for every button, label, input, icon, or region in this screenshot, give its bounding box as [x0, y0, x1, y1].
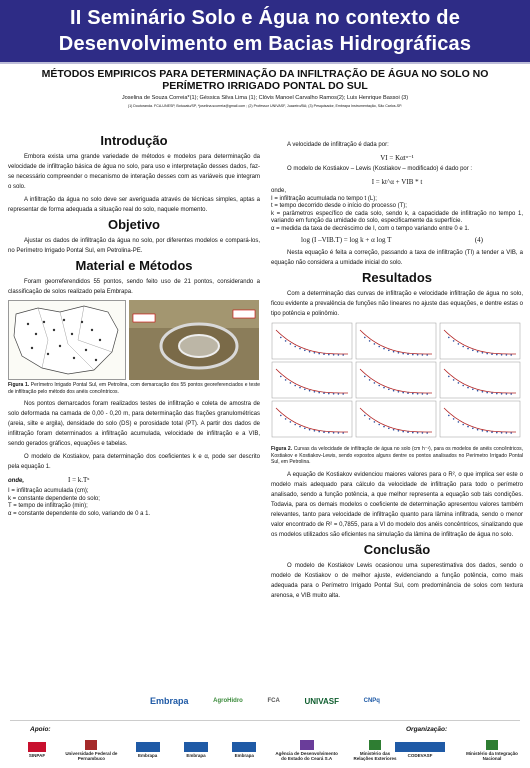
- fca-logo: FCA: [267, 698, 280, 704]
- univasf-logo: UNIVASF: [304, 696, 339, 706]
- observed-point: [501, 432, 503, 434]
- observed-point: [506, 432, 508, 434]
- observed-point: [472, 389, 474, 391]
- observed-point: [453, 340, 455, 342]
- observed-point: [402, 431, 404, 433]
- observed-point: [477, 351, 479, 353]
- observed-point: [383, 387, 385, 389]
- observed-point: [417, 393, 419, 395]
- observed-point: [393, 351, 395, 353]
- observed-point: [364, 415, 366, 417]
- observed-point: [458, 343, 460, 345]
- observed-point: [462, 424, 464, 426]
- observed-point: [364, 376, 366, 378]
- apoio-label: Apoio:: [30, 726, 51, 733]
- observed-point: [426, 354, 428, 356]
- observed-point: [342, 432, 344, 434]
- curve-panel: [440, 323, 520, 359]
- intro-paragraph-2: A infiltração da água no solo deve ser averiguada através de técnicas simples, aptas a representar de forma adequada a situação real do solo, naquele momento.: [8, 197, 260, 213]
- observed-point: [482, 352, 484, 354]
- observed-point: [506, 393, 508, 395]
- observed-point: [486, 392, 488, 394]
- figure-1-label: Figura 1.: [8, 382, 30, 388]
- heading-material-metodos: Material e Métodos: [75, 258, 193, 273]
- sponsor-name: Universidade Federal de Pernambuco: [65, 750, 118, 761]
- event-title-line1: II Seminário Solo e Água no contexto de: [69, 7, 461, 29]
- observed-point: [290, 421, 292, 423]
- observed-point: [422, 432, 424, 434]
- observed-point: [402, 392, 404, 394]
- observed-point: [501, 354, 503, 356]
- resultados-paragraph-1: Com a determinação das curvas de infiltração e velocidade infiltração de água no solo, ficou evidente a prevalência de funções não lineares no ajuste das equações, e dentre estas o tipo potência e polinômio.: [271, 291, 523, 317]
- sponsor-logo: [225, 742, 263, 758]
- curve-panel: [440, 362, 520, 398]
- observed-point: [294, 385, 296, 387]
- observed-point: [426, 432, 428, 434]
- sponsor-logo: [177, 742, 215, 758]
- observed-point: [323, 392, 325, 394]
- cnpq-logo: CNPq: [363, 698, 380, 704]
- curve-panel: [440, 401, 520, 437]
- heading-resultados: Resultados: [361, 270, 433, 285]
- observed-point: [448, 337, 450, 339]
- heading-introducao: Introdução: [100, 133, 168, 148]
- observed-point: [280, 415, 282, 417]
- observed-point: [501, 393, 503, 395]
- observed-point: [458, 421, 460, 423]
- observed-point: [417, 354, 419, 356]
- observed-point: [378, 346, 380, 348]
- definition-I: I = infiltração acumulada (cm);: [8, 488, 89, 494]
- curve-panel: [356, 323, 436, 359]
- event-title-line2: Desenvolvimento em Bacias Hidrográficas: [58, 33, 472, 55]
- observed-point: [314, 391, 316, 393]
- figure-1-caption-text: Perímetro Irrigado Pontal Sul, em Petrolina, com demarcação dos 55 pontos georeferenciados e teste de infiltração pelo método dos anéis concêntricos.: [8, 382, 260, 395]
- observed-point: [393, 390, 395, 392]
- observed-point: [342, 354, 344, 356]
- observed-point: [462, 385, 464, 387]
- observed-point: [383, 426, 385, 428]
- observed-point: [280, 337, 282, 339]
- right-column: [271, 140, 523, 604]
- observed-point: [309, 429, 311, 431]
- definitions-block: [271, 188, 523, 233]
- observed-point: [338, 432, 340, 434]
- observed-point: [510, 393, 512, 395]
- observed-point: [422, 354, 424, 356]
- observed-point: [323, 353, 325, 355]
- observed-point: [378, 424, 380, 426]
- curve-panel: [356, 362, 436, 398]
- observed-point: [407, 392, 409, 394]
- observed-point: [328, 432, 330, 434]
- observed-point: [398, 430, 400, 432]
- divider: [10, 720, 520, 721]
- definition-alpha: α = constante dependente do solo, variando de 0 a 1.: [8, 510, 151, 517]
- observed-point: [477, 429, 479, 431]
- observed-point: [328, 393, 330, 395]
- observed-point: [364, 337, 366, 339]
- objetivo-paragraph: Ajustar os dados de infiltração da água no solo, por diferentes modelos e compará-los, no Perímetro Irrigado Pontal Sul, em Petrolina-PE.: [8, 238, 260, 254]
- observed-point: [467, 348, 469, 350]
- observed-point: [338, 354, 340, 356]
- figure-2-charts: [271, 322, 523, 440]
- definition-I: I = infiltração acumulada no tempo t (L);: [271, 195, 377, 202]
- observed-point: [318, 353, 320, 355]
- observed-point: [506, 354, 508, 356]
- heading-conclusao: Conclusão: [363, 541, 431, 557]
- observed-point: [510, 354, 512, 356]
- observed-point: [304, 389, 306, 391]
- observed-point: [388, 389, 390, 391]
- perimeter-map-image: [8, 300, 126, 380]
- observed-point: [338, 393, 340, 395]
- material-paragraph-2: Nos pontos demarcados foram realizados testes de infiltração e coleta de amostra de solo deformada na camada de 0,00 - 0,20 m, para determinação das frações granulométricas (areia, silte e argila), densidade do solo (DS) e porosidade total (PT). A partir dos dados de infiltração foram determinados a infiltração acumulada, velocidade de infiltração e a VIB, sendo gerados gráficos, equações e tabelas.: [8, 401, 260, 447]
- observed-point: [422, 393, 424, 395]
- definition-k: k = constante dependente do solo;: [8, 495, 100, 502]
- affiliations: (1) Doutoranda. FCA-UNESP, Botucatu/SP, *joselina.scorreia@gmail.com ; (2) Professor UNIVASF, Juazeiro/BA; (3) Pesquisador, Embrapa Instrumentação, São Carlos-SP.: [127, 103, 403, 108]
- sponsor-name: SINPAF: [28, 753, 46, 758]
- definition-k: k = parâmetros específico de cada solo, sendo k, a capacidade de infiltração no tempo 1, variando em função da umidade do solo, especificamente da superfície.: [271, 210, 523, 224]
- observed-point: [369, 340, 371, 342]
- conclusao-paragraph: O modelo de Kostiakov Lewis ocasionou uma superestimativa dos dados, sendo o modelo de Kostiakov o de melhor ajuste, evidenciando a função potência, como mais adequada para o Perímetro Irrigado Pontal Sul, com predominância de solos com textura arenosa, e VIB muito alta.: [271, 562, 523, 599]
- equation-log: log (I –VIB.T) = log k + α log T: [301, 236, 392, 244]
- equation-1: I = k.Tᵅ: [68, 476, 90, 484]
- figure-2-label: Figura 2.: [271, 446, 293, 452]
- observed-point: [378, 385, 380, 387]
- kostiakov-lewis-intro: O modelo de Kostiakov – Lewis (Kostiakov – modificado) é dado por :: [287, 166, 473, 172]
- observed-point: [374, 343, 376, 345]
- observed-point: [285, 340, 287, 342]
- observed-point: [333, 432, 335, 434]
- observed-point: [496, 354, 498, 356]
- observed-point: [374, 421, 376, 423]
- observed-point: [482, 430, 484, 432]
- partner-logos: [150, 690, 380, 712]
- observed-point: [290, 382, 292, 384]
- observed-point: [333, 354, 335, 356]
- sponsor-name: Embrapa: [186, 753, 206, 758]
- organizer-name: Ministério da Integração Nacional: [466, 750, 518, 761]
- observed-point: [369, 379, 371, 381]
- curve-panel: [356, 401, 436, 437]
- figure-2-caption: [271, 446, 523, 466]
- definition-onde: onde,: [271, 188, 287, 194]
- observed-point: [398, 391, 400, 393]
- resultados-paragraph-2: A equação de Kostiakov evidenciou maiores valores para o R², o que implica ser este o modelo mais adequado para cálculo da velocidade de infiltração para todo o perímetro analisado, sendo a função potência, a que melhor representa a equação sob tais condições. Todavia, para os demais modelos o coeficiente de determinação apresentou valores também relevantes, tanto para velocidade de infiltração quanto para lâmina infiltrada, sendo o menor valor encontrado de R² = 0,7855, para a VI do modelo dos anéis concêntricos, sinalizando que os modelos utilizados são eficientes na simulação da lâmina de infiltração de água no solo.: [271, 471, 523, 538]
- material-paragraph-1: Foram georreferendidos 55 pontos, sendo feito uso de 21 pontos, considerando a classificação de solos realizado pela Embrapa.: [8, 279, 260, 295]
- header-banner: [0, 0, 530, 64]
- material-paragraph-3: O modelo de Kostiakov, para determinação dos coeficientes k e α, pode ser descrito pela equação 1.: [8, 454, 260, 470]
- observed-point: [285, 379, 287, 381]
- observed-point: [309, 351, 311, 353]
- curve-panel: [272, 362, 352, 398]
- observed-point: [453, 379, 455, 381]
- sponsor-name: Embrapa: [138, 753, 158, 758]
- sponsor-logos: [20, 738, 400, 762]
- equation-4-row: [301, 235, 523, 246]
- observed-point: [412, 393, 414, 395]
- observed-point: [304, 350, 306, 352]
- organizer-logos: [392, 738, 522, 762]
- observed-point: [491, 392, 493, 394]
- curve-panel: [272, 401, 352, 437]
- observed-point: [426, 393, 428, 395]
- observed-point: [393, 429, 395, 431]
- sponsor-logo: [20, 742, 54, 758]
- observed-point: [299, 426, 301, 428]
- observed-point: [407, 353, 409, 355]
- observed-point: [472, 428, 474, 430]
- observed-point: [491, 353, 493, 355]
- observed-point: [388, 350, 390, 352]
- organizer-logo: [392, 742, 448, 758]
- onde-label: onde,: [8, 477, 24, 484]
- definition-alpha: α = medida da taxa de decréscimo de I, com o tempo variando entre 0 e 1.: [271, 225, 470, 232]
- agrohidro-logo: AgroHidro: [213, 698, 243, 704]
- infiltrometer-photo: [129, 300, 259, 380]
- observed-point: [318, 431, 320, 433]
- observed-point: [314, 352, 316, 354]
- equation-vi: VI = Kαtᵅ⁻¹: [380, 154, 414, 162]
- observed-point: [299, 348, 301, 350]
- observed-point: [374, 382, 376, 384]
- observed-point: [398, 352, 400, 354]
- figure-2-caption-text: Curvas da velocidade de infiltração de água no solo (cm h⁻¹), para os modelos de anéis concêntricos, Kostiakov e Kostiakov-Lewis, sendo expostos alguns dentre os pontos analisados no Perímetro Irrigado Pontal Sul, em Petrolina.: [271, 446, 523, 465]
- observed-point: [290, 343, 292, 345]
- equation-kostiakov-lewis: I = kt^α + VIB * t: [371, 178, 423, 186]
- observed-point: [328, 354, 330, 356]
- observed-point: [388, 428, 390, 430]
- equation-1-row: [8, 475, 260, 486]
- observed-point: [294, 346, 296, 348]
- observed-point: [412, 432, 414, 434]
- organizer-logo: [462, 740, 522, 761]
- sponsor-name: Embrapa: [234, 753, 254, 758]
- observed-point: [510, 432, 512, 434]
- observed-point: [482, 391, 484, 393]
- observed-point: [417, 432, 419, 434]
- figure-1-caption: [8, 382, 260, 395]
- observed-point: [407, 431, 409, 433]
- observed-point: [318, 392, 320, 394]
- curve-panel: [272, 323, 352, 359]
- sponsor-name: Ministério das Relações Exteriores: [353, 750, 397, 761]
- definition-t: t = tempo decorrido desde o início do processo (T);: [271, 203, 407, 209]
- observed-point: [462, 346, 464, 348]
- observed-point: [412, 354, 414, 356]
- observed-point: [472, 350, 474, 352]
- organizer-name: CODEVASF: [407, 753, 433, 758]
- observed-point: [448, 415, 450, 417]
- observed-point: [458, 382, 460, 384]
- log-paragraph: Nesta equação é feita a correção, passando a taxa de infiltração (TI) a tender a VIB, a equação não considera a umidade inicial do solo.: [271, 250, 523, 266]
- observed-point: [323, 431, 325, 433]
- observed-point: [304, 428, 306, 430]
- vi-intro: A velocidade de infiltração é dada por:: [287, 142, 389, 148]
- observed-point: [314, 430, 316, 432]
- sponsor-logo: [129, 742, 167, 758]
- observed-point: [383, 348, 385, 350]
- observed-point: [491, 431, 493, 433]
- authors-block: [10, 95, 520, 109]
- sponsor-logo: [64, 740, 118, 761]
- observed-point: [467, 426, 469, 428]
- sponsor-name: Agência de Desenvolvimento do Estado do Ceará S.A: [275, 750, 338, 761]
- observed-point: [369, 418, 371, 420]
- paper-title: MÉTODOS EMPIRICOS PARA DETERMINAÇÃO DA INFILTRAÇÃO DE ÁGUA NO SOLO NO PERÍMETRO IRRIGADO PONTAL DO SUL: [41, 68, 489, 92]
- observed-point: [333, 393, 335, 395]
- observed-point: [309, 390, 311, 392]
- organizacao-label: Organização:: [406, 726, 448, 733]
- figure-1: [8, 300, 260, 380]
- equation-number-4: (4): [474, 236, 483, 244]
- embrapa-logo: Embrapa: [150, 696, 189, 706]
- observed-point: [453, 418, 455, 420]
- observed-point: [294, 424, 296, 426]
- intro-paragraph-1: Embora exista uma grande variedade de métodos e modelos para determinação da velocidade de infiltração básica de água no solo, para uso e interpretação desses dados, faz-se necessário compreender o mecanismo de interação desses com as variáveis que integram o solo.: [8, 154, 260, 190]
- observed-point: [299, 387, 301, 389]
- heading-objetivo: Objetivo: [107, 217, 160, 232]
- observed-point: [486, 353, 488, 355]
- observed-point: [496, 393, 498, 395]
- observed-point: [342, 393, 344, 395]
- observed-point: [448, 376, 450, 378]
- sponsor-logo: [274, 740, 340, 761]
- definition-T: T = tempo de infiltração (min);: [8, 503, 88, 509]
- observed-point: [477, 390, 479, 392]
- observed-point: [285, 418, 287, 420]
- observed-point: [486, 431, 488, 433]
- left-column: [8, 132, 260, 518]
- observed-point: [496, 432, 498, 434]
- author-list: Joselina de Souza Correia*(1); Géssica Silva Lima (1); Clóvis Manoel Carvalho Ramos(2); Luis Henrique Bassoi (3): [121, 95, 409, 101]
- observed-point: [467, 387, 469, 389]
- observed-point: [402, 353, 404, 355]
- observed-point: [280, 376, 282, 378]
